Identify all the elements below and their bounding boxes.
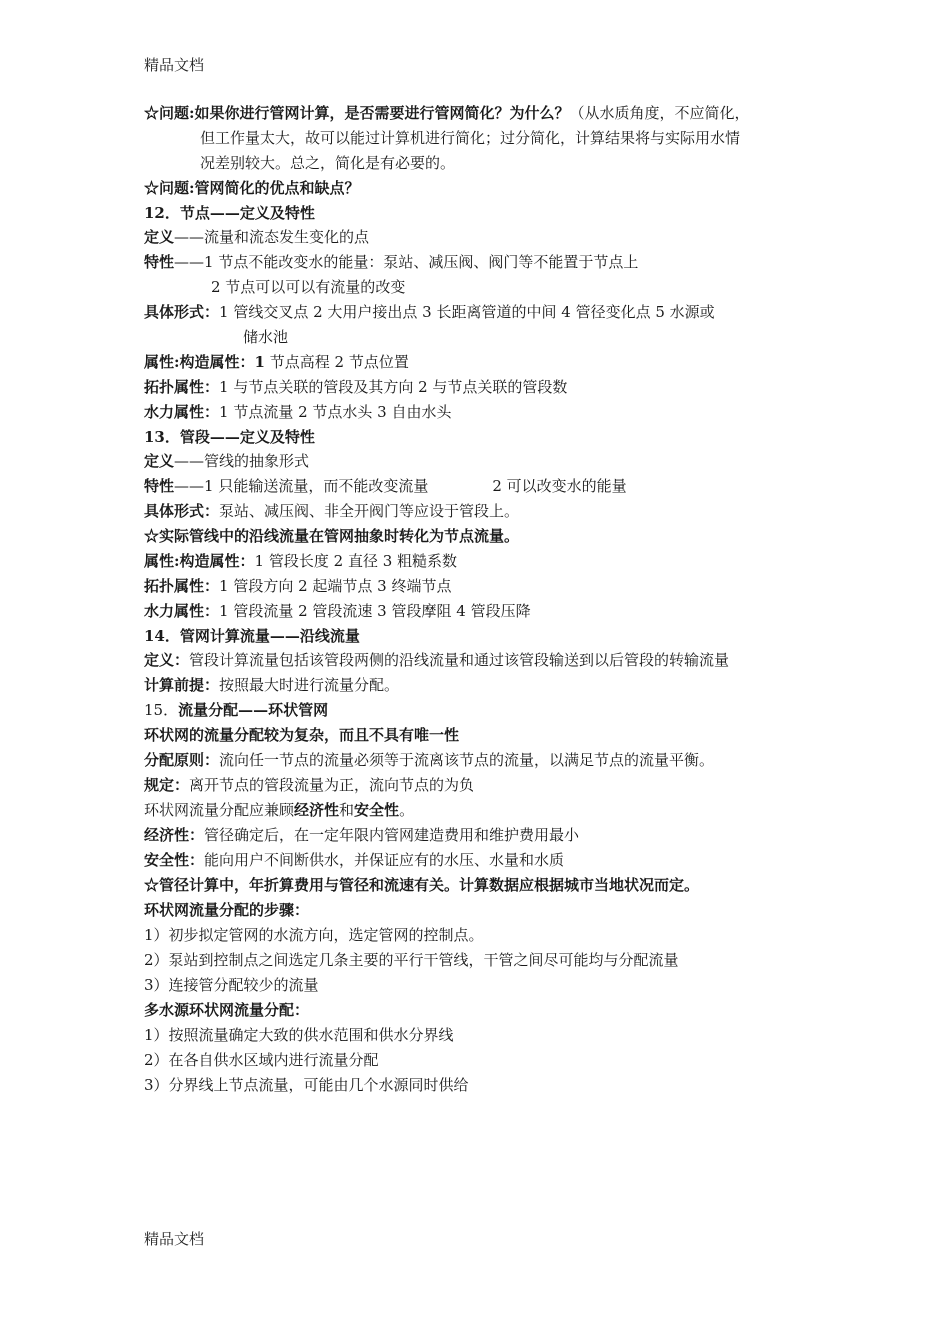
attributes-label: 属性:构造属性：: [144, 552, 255, 570]
section-15-note: ☆管径计算中，年折算费用与管径和流速有关。计算数据应根据城市当地状况而定。: [144, 876, 700, 894]
section-13-forms: [144, 501, 519, 521]
forms-label: 具体形式：: [144, 303, 220, 321]
section-15-balance: [144, 800, 414, 820]
section-15-principle: [144, 750, 714, 770]
attributes-number: 1: [254, 353, 265, 371]
section-15-safety: [144, 850, 564, 870]
definition-text: ——管线的抽象形式: [174, 452, 310, 470]
balance-end: 。: [399, 801, 415, 819]
definition-text: 管段计算流量包括该管段两侧的沿线流量和通过该管段输送到以后管段的转输流量: [189, 651, 730, 669]
section-13-attributes: [144, 551, 457, 571]
section-13-feature: [144, 476, 627, 496]
section-15-complexity: 环状网的流量分配较为复杂，而且不具有唯一性: [144, 726, 460, 744]
section-13-topology: [144, 576, 452, 596]
definition-label: 定义: [144, 452, 175, 470]
hydraulic-text: 1 管段流量 2 管段流速 3 管段摩阻 4 管段压降: [219, 602, 531, 620]
section-12-hydraulic: [144, 402, 452, 422]
feature-label: 特性: [144, 253, 175, 271]
section-15-title: [144, 700, 328, 720]
steps-title: 环状网流量分配的步骤：: [144, 901, 310, 919]
question-1-line-2: 但工作量太大，故可以能过计算机进行简化；过分简化，计算结果将与实际用水情: [200, 129, 741, 147]
definition-label: 定义：: [144, 651, 190, 669]
section-14-premise: [144, 675, 399, 695]
topology-text: 1 与节点关联的管段及其方向 2 与节点关联的管段数: [219, 378, 568, 396]
attributes-text: 节点高程 2 节点位置: [264, 353, 409, 371]
multi-source-title: 多水源环状网流量分配：: [144, 1001, 310, 1019]
topology-text: 1 管段方向 2 起端节点 3 终端节点: [219, 577, 452, 595]
section-13-title: 13．管段——定义及特性: [144, 428, 315, 446]
forms-text: 泵站、减压阀、非全开阀门等应设于管段上。: [219, 502, 520, 520]
section-12-forms: [144, 302, 715, 322]
page-header: 精品文档: [144, 56, 205, 74]
economy-text: 管径确定后，在一定年限内管网建造费用和维护费用最小: [204, 826, 580, 844]
section-12-topology: [144, 377, 567, 397]
section-14-definition: [144, 650, 729, 670]
step-item: 3）连接管分配较少的流量: [144, 976, 319, 994]
question-1-line-1: [144, 103, 750, 123]
hydraulic-label: 水力属性：: [144, 403, 220, 421]
hydraulic-label: 水力属性：: [144, 602, 220, 620]
attributes-text: 1 管段长度 2 直径 3 粗糙系数: [254, 552, 458, 570]
multi-source-item: 1）按照流量确定大致的供水范围和供水分界线: [144, 1026, 454, 1044]
forms-label: 具体形式：: [144, 502, 220, 520]
section-15-economy: [144, 825, 579, 845]
section-13-definition: [144, 451, 309, 471]
multi-source-item: 2）在各自供水区域内进行流量分配: [144, 1051, 379, 1069]
feature-text-2: 2 可以改变水的能量: [492, 477, 627, 495]
section-13-note: ☆实际管线中的沿线流量在管网抽象时转化为节点流量。: [144, 527, 520, 545]
topology-label: 拓扑属性：: [144, 577, 220, 595]
feature-label: 特性: [144, 477, 175, 495]
definition-text: ——流量和流态发生变化的点: [174, 228, 370, 246]
section-12-forms-cont: 储水池: [243, 328, 289, 346]
rule-label: 规定：: [144, 776, 190, 794]
safety-label: 安全性：: [144, 851, 205, 869]
forms-text: 1 管线交叉点 2 大用户接出点 3 长距离管道的中间 4 管径变化点 5 水源或: [219, 303, 715, 321]
balance-text: 环状网流量分配应兼顾: [144, 801, 295, 819]
definition-label: 定义: [144, 228, 175, 246]
section-12-feature-1: [144, 252, 638, 272]
multi-source-item: 3）分界线上节点流量，可能由几个水源同时供给: [144, 1076, 469, 1094]
question-2: ☆问题:管网简化的优点和缺点？: [144, 179, 360, 197]
section-15-rule: [144, 775, 474, 795]
step-item: 1）初步拟定管网的水流方向，选定管网的控制点。: [144, 926, 484, 944]
hydraulic-text: 1 节点流量 2 节点水头 3 自由水头: [219, 403, 452, 421]
question-1-title: ☆问题:如果你进行管网计算，是否需要进行管网简化？为什么？: [144, 104, 570, 122]
premise-label: 计算前提：: [144, 676, 220, 694]
safety-term: 安全性: [354, 801, 400, 819]
principle-label: 分配原则：: [144, 751, 220, 769]
premise-text: 按照最大时进行流量分配。: [219, 676, 400, 694]
economy-term: 经济性: [294, 801, 340, 819]
feature-text: ——1 节点不能改变水的能量：泵站、减压阀、阀门等不能置于节点上: [174, 253, 639, 271]
section-12-title: 12．节点——定义及特性: [144, 204, 315, 222]
question-1-line-3: 况差别较大。总之，简化是有必要的。: [200, 154, 456, 172]
step-item: 2）泵站到控制点之间选定几条主要的平行干管线，干管之间尽可能均与分配流量: [144, 951, 679, 969]
section-12-definition: [144, 227, 369, 247]
section-13-hydraulic: [144, 601, 531, 621]
section-15-title-text: 流量分配——环状管网: [178, 701, 329, 719]
rule-text: 离开节点的管段流量为正，流向节点的为负: [189, 776, 475, 794]
section-14-title: 14．管网计算流量——沿线流量: [144, 627, 360, 645]
section-12-feature-2: 2 节点可以可以有流量的改变: [211, 278, 406, 296]
page-footer: 精品文档: [144, 1230, 205, 1248]
feature-text-1: ——1 只能输送流量，而不能改变流量: [174, 477, 429, 495]
safety-text: 能向用户不间断供水，并保证应有的水压、水量和水质: [204, 851, 565, 869]
question-1-answer-start: （从水质角度，不应简化，: [569, 104, 750, 122]
principle-text: 流向任一节点的流量必须等于流离该节点的流量，以满足节点的流量平衡。: [219, 751, 715, 769]
section-15-number: 15．: [144, 701, 179, 719]
attributes-label: 属性:构造属性：: [144, 353, 255, 371]
economy-label: 经济性：: [144, 826, 205, 844]
balance-conj: 和: [339, 801, 355, 819]
section-12-attributes: [144, 352, 409, 372]
topology-label: 拓扑属性：: [144, 378, 220, 396]
